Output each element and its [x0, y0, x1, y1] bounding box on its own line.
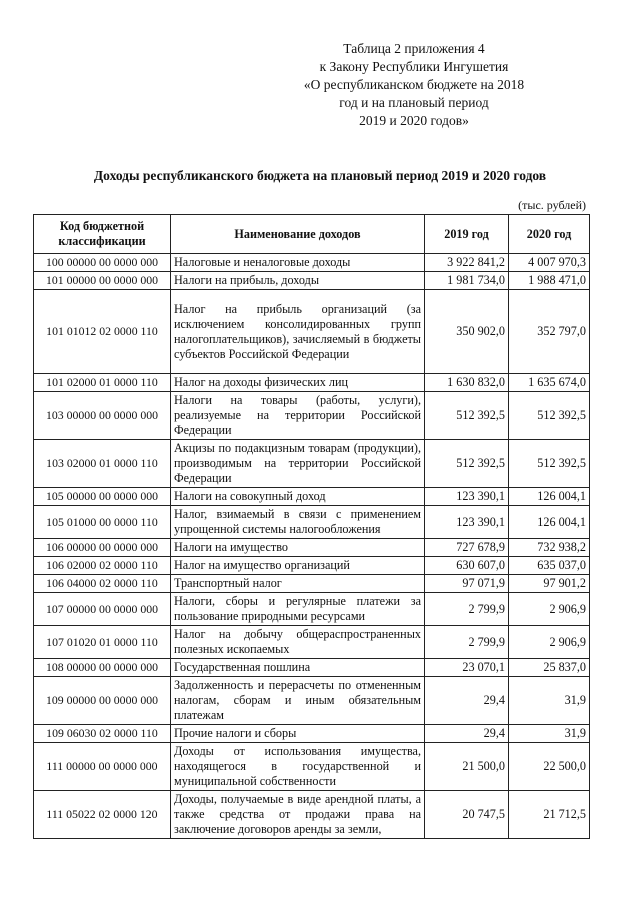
code-cell: 105 01000 00 0000 110 [34, 506, 171, 539]
value-2020-cell: 126 004,1 [509, 488, 590, 506]
value-2020-cell: 732 938,2 [509, 539, 590, 557]
value-2019-cell: 123 390,1 [425, 488, 509, 506]
header-line: «О республиканском бюджете на 2018 [303, 77, 525, 92]
header-line: 2019 и 2020 годов» [359, 113, 469, 128]
units-label: (тыс. рублей) [518, 198, 586, 212]
name-cell: Налоги на товары (работы, услуги), реализуемые на территории Российской Федерации [171, 392, 425, 440]
table-row [34, 743, 590, 791]
code-cell: 103 00000 00 0000 000 [34, 392, 171, 440]
code-cell: 105 00000 00 0000 000 [34, 488, 171, 506]
value-2020-cell: 21 712,5 [509, 791, 590, 839]
value-2019-cell: 29,4 [425, 725, 509, 743]
table-row [34, 677, 590, 725]
header-line: Таблица 2 приложения 4 [343, 41, 485, 56]
value-2019-cell: 123 390,1 [425, 506, 509, 539]
table-row [34, 725, 590, 743]
document-header [284, 40, 544, 130]
name-cell: Налоговые и неналоговые доходы [171, 254, 425, 272]
name-cell: Налоги на имущество [171, 539, 425, 557]
name-cell: Доходы, получаемые в виде арендной платы, а также средства от продажи права на заключение договоров аренды за земли, [171, 791, 425, 839]
name-cell: Налоги на совокупный доход [171, 488, 425, 506]
table-body [34, 254, 590, 839]
table-row [34, 659, 590, 677]
table-row [34, 290, 590, 374]
value-2019-cell: 20 747,5 [425, 791, 509, 839]
value-2020-cell: 2 906,9 [509, 593, 590, 626]
header-line: год и на плановый период [339, 95, 489, 110]
code-cell: 106 00000 00 0000 000 [34, 539, 171, 557]
value-2019-cell: 23 070,1 [425, 659, 509, 677]
name-cell: Налоги на прибыль, доходы [171, 272, 425, 290]
value-2019-cell: 97 071,9 [425, 575, 509, 593]
table-row [34, 392, 590, 440]
table-row [34, 575, 590, 593]
name-cell: Налог на прибыль организаций (за исключением консолидированных групп налогоплательщиков), зачисляемый в бюджеты субъектов Российской Федерации [171, 290, 425, 374]
code-cell: 100 00000 00 0000 000 [34, 254, 171, 272]
value-2020-cell: 4 007 970,3 [509, 254, 590, 272]
table-row [34, 440, 590, 488]
revenue-table [33, 214, 590, 839]
value-2019-cell: 1 981 734,0 [425, 272, 509, 290]
value-2020-cell: 97 901,2 [509, 575, 590, 593]
code-cell: 109 06030 02 0000 110 [34, 725, 171, 743]
code-cell: 109 00000 00 0000 000 [34, 677, 171, 725]
value-2020-cell: 2 906,9 [509, 626, 590, 659]
name-cell: Задолженность и перерасчеты по отмененным налогам, сборам и иным обязательным платежам [171, 677, 425, 725]
value-2020-cell: 31,9 [509, 677, 590, 725]
value-2020-cell: 1 635 674,0 [509, 374, 590, 392]
table-row [34, 374, 590, 392]
value-2019-cell: 21 500,0 [425, 743, 509, 791]
table-row [34, 272, 590, 290]
code-cell: 106 02000 02 0000 110 [34, 557, 171, 575]
name-cell: Доходы от использования имущества, находящегося в государственной и муниципальной собственности [171, 743, 425, 791]
table-row [34, 506, 590, 539]
value-2020-cell: 512 392,5 [509, 392, 590, 440]
name-cell: Налог, взимаемый в связи с применением упрощенной системы налогообложения [171, 506, 425, 539]
page-title: Доходы республиканского бюджета на плановый период 2019 и 2020 годов [93, 168, 547, 183]
name-cell: Транспортный налог [171, 575, 425, 593]
table-row [34, 488, 590, 506]
value-2019-cell: 3 922 841,2 [425, 254, 509, 272]
code-cell: 101 02000 01 0000 110 [34, 374, 171, 392]
name-cell: Налоги, сборы и регулярные платежи за пользование природными ресурсами [171, 593, 425, 626]
code-cell: 103 02000 01 0000 110 [34, 440, 171, 488]
value-2020-cell: 126 004,1 [509, 506, 590, 539]
name-cell: Прочие налоги и сборы [171, 725, 425, 743]
value-2019-cell: 2 799,9 [425, 626, 509, 659]
value-2019-cell: 29,4 [425, 677, 509, 725]
code-cell: 106 04000 02 0000 110 [34, 575, 171, 593]
code-cell: 101 01012 02 0000 110 [34, 290, 171, 374]
code-cell: 108 00000 00 0000 000 [34, 659, 171, 677]
value-2019-cell: 2 799,9 [425, 593, 509, 626]
value-2019-cell: 512 392,5 [425, 440, 509, 488]
code-cell: 107 01020 01 0000 110 [34, 626, 171, 659]
value-2019-cell: 1 630 832,0 [425, 374, 509, 392]
table-row [34, 539, 590, 557]
value-2020-cell: 31,9 [509, 725, 590, 743]
table-row [34, 557, 590, 575]
code-cell: 107 00000 00 0000 000 [34, 593, 171, 626]
value-2019-cell: 350 902,0 [425, 290, 509, 374]
value-2020-cell: 22 500,0 [509, 743, 590, 791]
value-2020-cell: 512 392,5 [509, 440, 590, 488]
table-row [34, 626, 590, 659]
name-cell: Государственная пошлина [171, 659, 425, 677]
table-row [34, 791, 590, 839]
code-cell: 111 05022 02 0000 120 [34, 791, 171, 839]
value-2019-cell: 512 392,5 [425, 392, 509, 440]
value-2020-cell: 635 037,0 [509, 557, 590, 575]
column-header-code: Код бюджетной классификации [34, 215, 171, 254]
value-2020-cell: 1 988 471,0 [509, 272, 590, 290]
code-cell: 111 00000 00 0000 000 [34, 743, 171, 791]
name-cell: Акцизы по подакцизным товарам (продукции), производимым на территории Российской Федерации [171, 440, 425, 488]
table-row [34, 593, 590, 626]
column-header-2019: 2019 год [425, 215, 509, 254]
table-header-row [34, 215, 590, 254]
table-row [34, 254, 590, 272]
value-2020-cell: 25 837,0 [509, 659, 590, 677]
column-header-2020: 2020 год [509, 215, 590, 254]
value-2019-cell: 727 678,9 [425, 539, 509, 557]
value-2019-cell: 630 607,0 [425, 557, 509, 575]
value-2020-cell: 352 797,0 [509, 290, 590, 374]
code-cell: 101 00000 00 0000 000 [34, 272, 171, 290]
name-cell: Налог на имущество организаций [171, 557, 425, 575]
header-line: к Закону Республики Ингушетия [319, 59, 509, 74]
name-cell: Налог на добычу общераспространенных полезных ископаемых [171, 626, 425, 659]
column-header-name: Наименование доходов [171, 215, 425, 254]
name-cell: Налог на доходы физических лиц [171, 374, 425, 392]
